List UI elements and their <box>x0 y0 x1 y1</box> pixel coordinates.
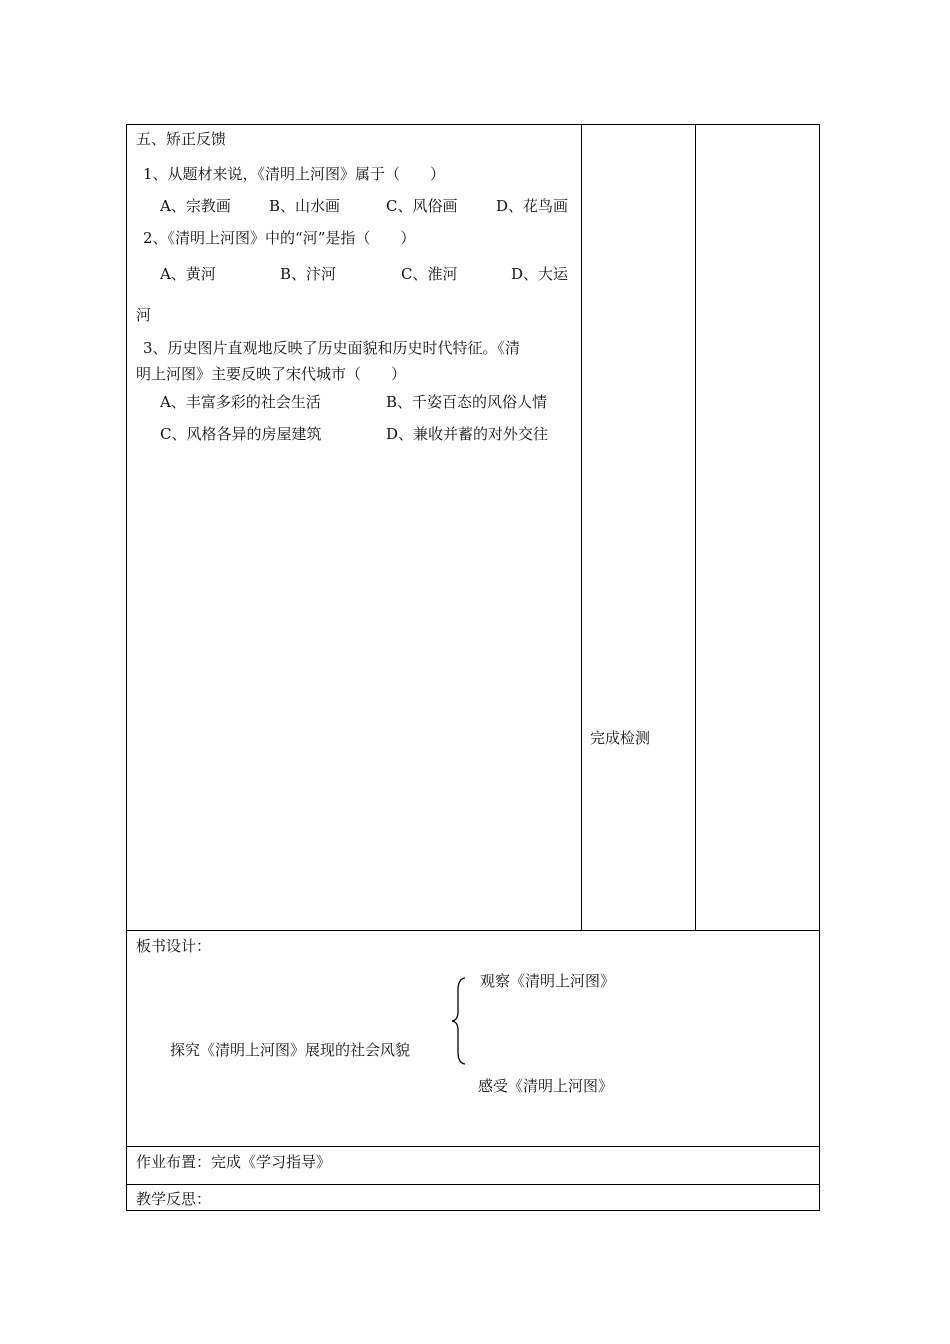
question-2-option-d-wrap: 河 <box>136 306 152 324</box>
question-3-option-c: C、风格各异的房屋建筑 <box>160 425 322 443</box>
question-3-option-a: A、丰富多彩的社会生活 <box>160 393 321 411</box>
question-2-option-b: B、汴河 <box>280 265 337 283</box>
column-divider-1 <box>581 125 582 930</box>
row-divider-reflection <box>127 1184 819 1185</box>
question-2-option-c: C、淮河 <box>401 265 458 283</box>
question-3-stem-line-2: 明上河图》主要反映了宋代城市（ ） <box>136 365 407 383</box>
activity-label: 完成检测 <box>590 729 651 747</box>
question-2-option-d: D、大运 <box>511 265 569 283</box>
board-branch-1: 观察《清明上河图》 <box>480 972 616 990</box>
question-2-stem: 2、《清明上河图》中的“河”是指（ ） <box>143 229 416 247</box>
board-design-label: 板书设计： <box>136 937 212 955</box>
question-3-option-b: B、千姿百态的风俗人情 <box>386 393 548 411</box>
question-1-option-c: C、风俗画 <box>386 197 458 215</box>
question-1-option-a: A、宗教画 <box>160 197 231 215</box>
reflection-label: 教学反思： <box>136 1190 212 1208</box>
row-divider-board <box>127 930 819 931</box>
column-divider-2 <box>695 125 696 930</box>
question-3-option-d: D、兼收并蓄的对外交往 <box>386 425 549 443</box>
homework-text: 作业布置：完成《学习指导》 <box>136 1153 332 1171</box>
question-1-option-b: B、山水画 <box>269 197 341 215</box>
question-1-option-d: D、花鸟画 <box>496 197 569 215</box>
row-divider-homework <box>127 1146 819 1147</box>
question-2-option-a: A、黄河 <box>160 265 216 283</box>
curly-brace-icon <box>449 976 469 1066</box>
board-main-topic: 探究《清明上河图》展现的社会风貌 <box>170 1041 411 1059</box>
section-heading: 五、矫正反馈 <box>136 130 227 148</box>
question-3-stem-line-1: 3、历史图片直观地反映了历史面貌和历史时代特征。《清 <box>143 339 521 357</box>
question-1-stem: 1、从题材来说，《清明上河图》属于（ ） <box>143 165 446 183</box>
board-branch-2: 感受《清明上河图》 <box>478 1077 614 1095</box>
